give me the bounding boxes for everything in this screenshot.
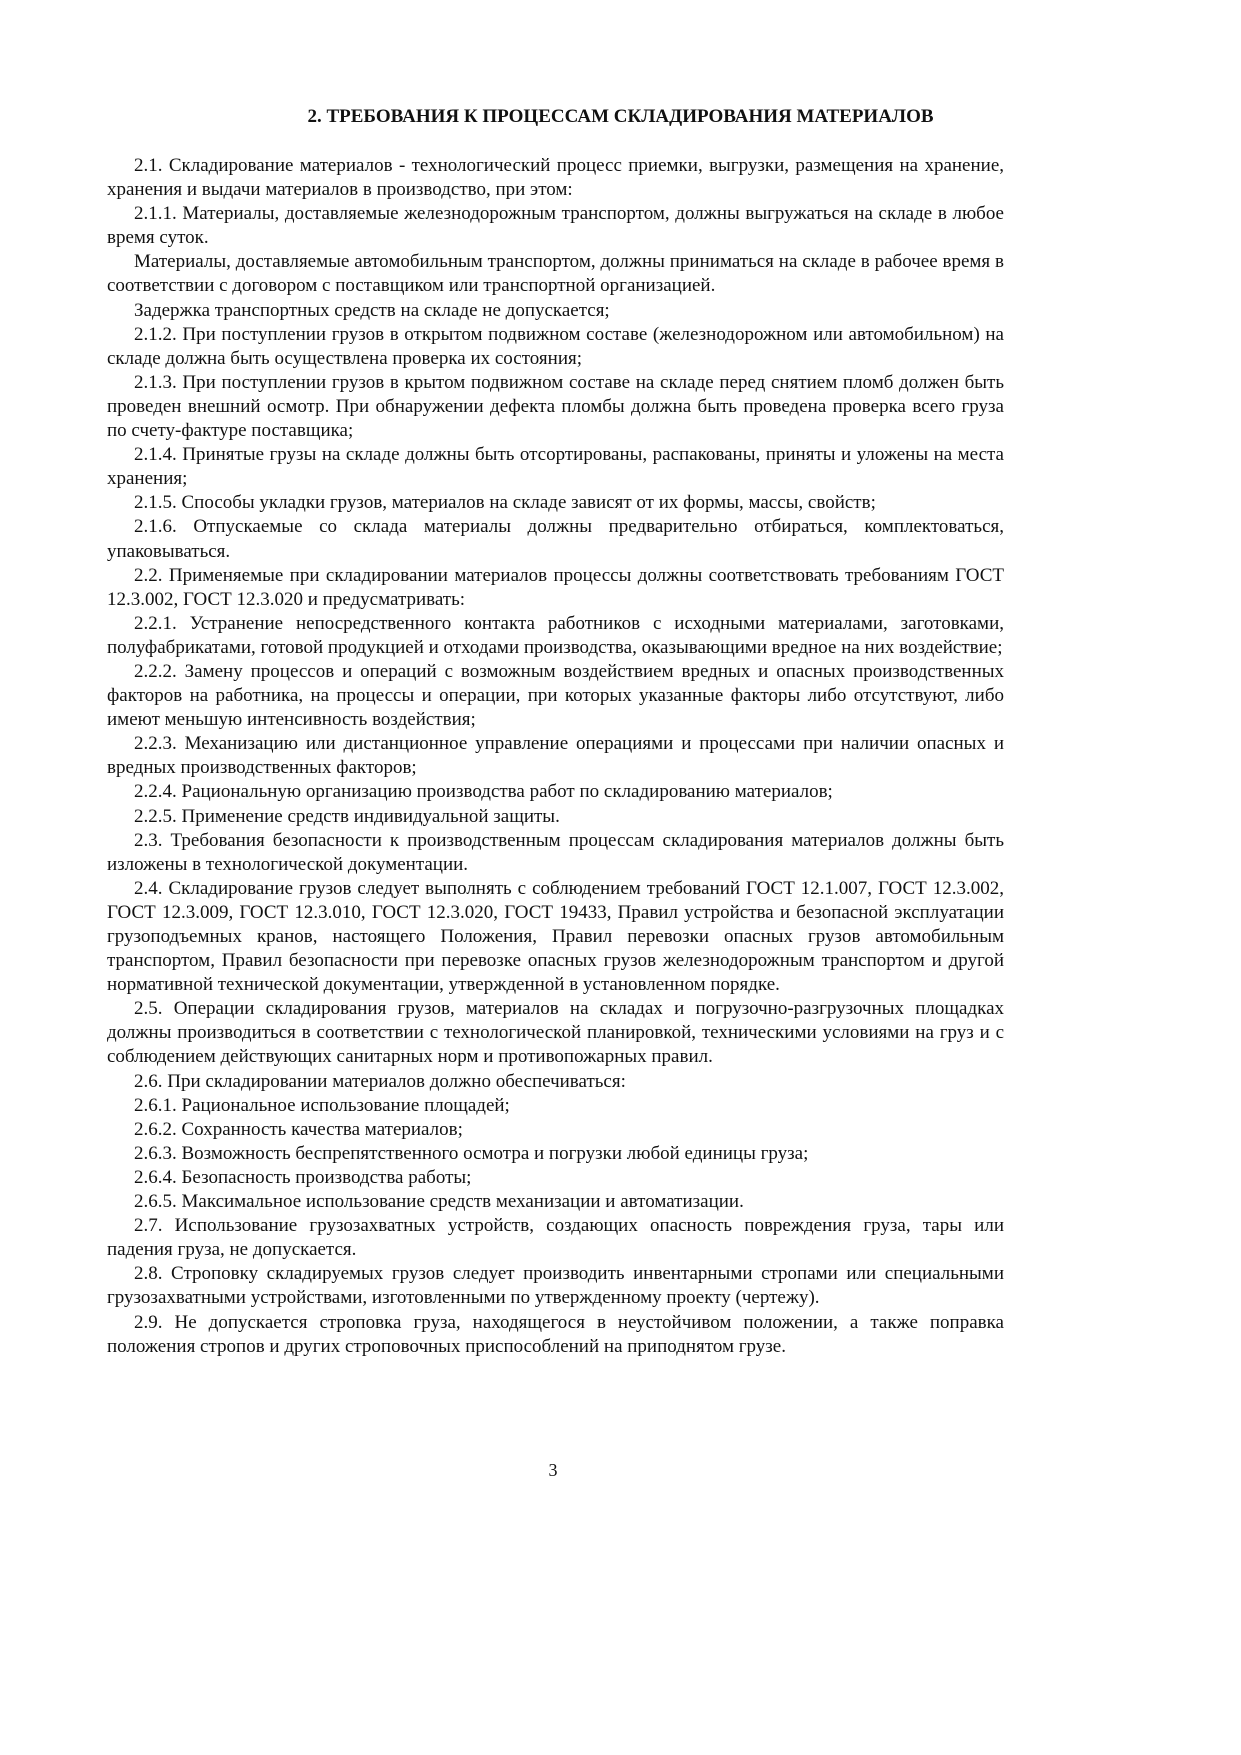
paragraph: 2.3. Требования безопасности к производственным процессам складирования материалов должны быть изложены в технологической документации. xyxy=(107,829,1004,875)
section-title: 2. ТРЕБОВАНИЯ К ПРОЦЕССАМ СКЛАДИРОВАНИЯ МАТЕРИАЛОВ xyxy=(307,106,934,127)
paragraph: 2.6. При складировании материалов должно обеспечиваться: xyxy=(134,1070,626,1092)
paragraph: 2.2.2. Замену процессов и операций с возможным воздействием вредных и опасных производственных факторов на работника, на процессы и операции, при которых указанные факторы либо отсутствуют, либо имеют меньшую интенсивность воздействия; xyxy=(107,660,1004,731)
paragraph: 2.1.1. Материалы, доставляемые железнодорожным транспортом, должны выгружаться на складе в любое время суток. xyxy=(107,203,1004,249)
paragraph: Задержка транспортных средств на складе не допускается; xyxy=(134,299,610,321)
paragraph: 2.6.4. Безопасность производства работы; xyxy=(134,1166,472,1188)
paragraph: 2.6.5. Максимальное использование средств механизации и автоматизации. xyxy=(134,1191,744,1213)
paragraph: 2.1.3. При поступлении грузов в крытом подвижном составе на складе перед снятием пломб должен быть проведен внешний осмотр. При обнаружении дефекта пломбы должна быть проведена проверка всего груза по счету-фактуре поставщика; xyxy=(107,371,1004,442)
paragraph: 2.2. Применяемые при складировании материалов процессы должны соответствовать требованиям ГОСТ 12.3.002, ГОСТ 12.3.020 и предусматривать: xyxy=(107,564,1004,610)
paragraph: 2.6.1. Рациональное использование площадей; xyxy=(134,1094,510,1116)
paragraph: 2.6.2. Сохранность качества материалов; xyxy=(134,1118,463,1140)
paragraph: 2.1.5. Способы укладки грузов, материалов на складе зависят от их формы, массы, свойств; xyxy=(134,492,876,514)
paragraph: 2.1.6. Отпускаемые со склада материалы должны предварительно отбираться, комплектоваться, упаковываться. xyxy=(107,516,1004,562)
paragraph: 2.8. Строповку складируемых грузов следует производить инвентарными стропами или специальными грузозахватными устройствами, изготовленными по утвержденному проекту (чертежу). xyxy=(107,1263,1004,1309)
paragraph: 2.2.5. Применение средств индивидуальной защиты. xyxy=(134,805,560,827)
paragraph: 2.1.4. Принятые грузы на складе должны быть отсортированы, распакованы, приняты и уложены на места хранения; xyxy=(107,444,1004,490)
paragraph: 2.5. Операции складирования грузов, материалов на складах и погрузочно-разгрузочных площадках должны производиться в соответствии с технологической планировкой, техническими условиями на груз и с соблюдением действующих санитарных норм и противопожарных правил. xyxy=(107,998,1004,1068)
paragraph: 2.1.2. При поступлении грузов в открытом подвижном составе (железнодорожном или автомобильном) на складе должна быть осуществлена проверка их состояния; xyxy=(107,323,1004,369)
paragraph: 2.6.3. Возможность беспрепятственного осмотра и погрузки любой единицы груза; xyxy=(134,1142,809,1164)
paragraph: 2.9. Не допускается строповка груза, находящегося в неустойчивом положении, а также поправка положения стропов и других строповочных приспособлений на приподнятом грузе. xyxy=(107,1311,1004,1357)
paragraph: 2.2.3. Механизацию или дистанционное управление операциями и процессами при наличии опасных и вредных производственных факторов; xyxy=(107,733,1004,779)
paragraph: 2.2.4. Рациональную организацию производства работ по складированию материалов; xyxy=(134,781,833,803)
paragraph: Материалы, доставляемые автомобильным транспортом, должны приниматься на складе в рабочее время в соответствии с договором с поставщиком или транспортной организацией. xyxy=(107,251,1004,297)
paragraph: 2.4. Складирование грузов следует выполнять с соблюдением требований ГОСТ 12.1.007, ГОСТ 12.3.002, ГОСТ 12.3.009, ГОСТ 12.3.010, ГОСТ 12.3.020, ГОСТ 19433, Правил устройства и безопасной эксплуатации грузоподъемных кранов, настоящего Положения, Правил перевозки опасных грузов автомобильным транспортом, Правил безопасности при перевозке опасных грузов железнодорожным транспортом и другой нормативной технической документации, утвержденной в установленном порядке. xyxy=(107,877,1004,996)
paragraph: 2.1. Складирование материалов - технологический процесс приемки, выгрузки, размещения на хранение, хранения и выдачи материалов в производство, при этом: xyxy=(107,155,1004,201)
paragraph: 2.7. Использование грузозахватных устройств, создающих опасность повреждения груза, тары или падения груза, не допускается. xyxy=(107,1215,1004,1261)
paragraph: 2.2.1. Устранение непосредственного контакта работников с исходными материалами, заготовками, полуфабрикатами, готовой продукцией и отходами производства, оказывающими вредное на них воздействие; xyxy=(107,612,1004,658)
page-number: 3 xyxy=(548,1460,558,1480)
document-body xyxy=(107,154,1004,1359)
